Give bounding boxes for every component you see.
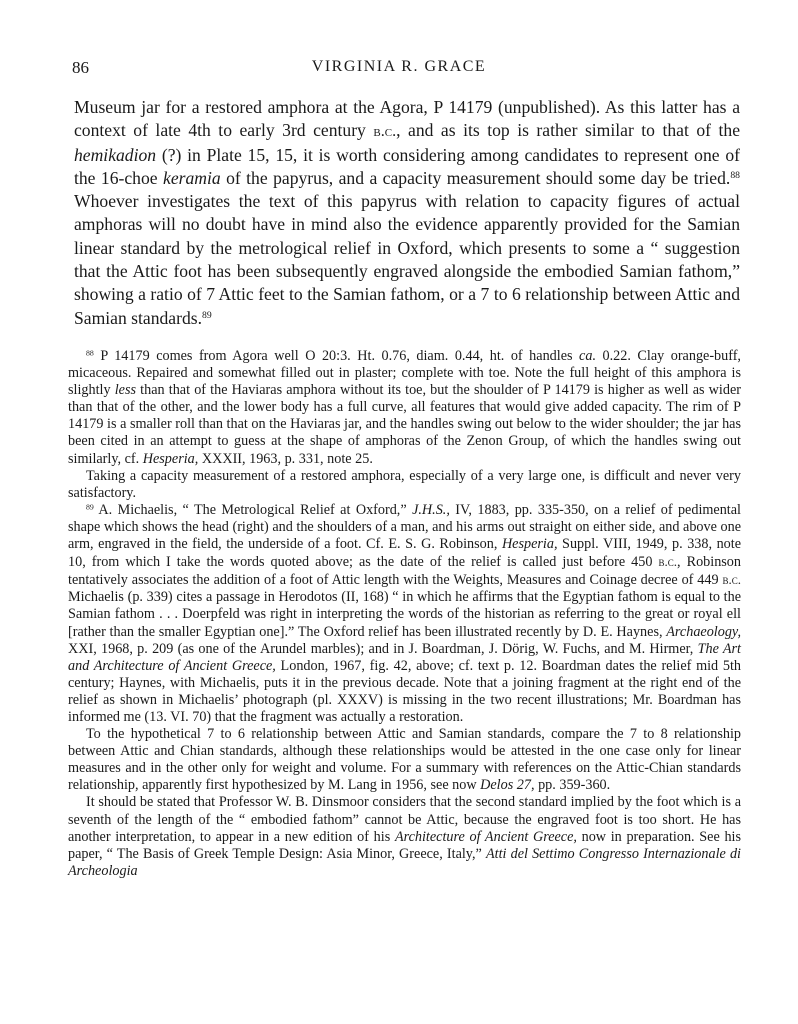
footnote-text: pp. 359-360. [534, 777, 611, 794]
footnote-italic: less [114, 382, 137, 399]
footnote-italic: ca. [579, 348, 596, 364]
footnote-89 [68, 502, 741, 726]
footnote-text: 0.22. Clay orange-buff, micaceous. Repaired and somewhat filled out in plaster; complete with toe. Note the full height of this amphora is slightly [68, 348, 741, 399]
footnote-number: 89 [86, 502, 94, 512]
footnote-italic: Architecture of Ancient Greece, [394, 828, 577, 845]
footnote-italic: The Art and Architecture of Ancient Greece, [68, 640, 741, 674]
footnote-text: Michaelis (p. 339) cites a passage in Herodotos (II, 168) “ in which he affirms that the Egyptian fathom is equal to the Samian fathom . . . Doerpfeld was right in interpreting the words of the historian as referring to the great or royal ell [rather than the smaller Egyptian one].” The Oxford relief has been illustrated recently by D. E. Haynes, [68, 589, 741, 640]
footnote-number: 88 [86, 348, 94, 358]
term-italic: hemikadion [74, 144, 157, 165]
footnote-text: now in preparation. See his paper, “ The Basis of Greek Temple Design: Asia Minor, Greece, Italy,” [68, 828, 742, 862]
footnote-89-paragraph [68, 726, 741, 794]
footnote-ref-89[interactable]: 89 [202, 309, 212, 321]
main-text-run: Museum jar for a restored amphora at the Agora, P 14179 (unpublished). As this latter has a context of late 4th to early 3rd century [74, 97, 740, 141]
era-abbreviation: b.c. [373, 122, 397, 141]
era-abbreviation: b.c. [722, 572, 741, 588]
main-text-run: (?) in Plate 15, 15, it is worth considering among candidates to represent one of the 16-choe [74, 144, 740, 188]
footnote-text: London, 1967, fig. 42, above; cf. text p. 12. Boardman dates the relief mid 5th century; Haynes, with Michaelis, puts it in the previous decade. Note that a joining fragment at the right end of the relief as shown in Michaelis’ photograph (pl. XXXV) is missing in the two recent illustrations; Mr. Boardman has informed me (13. VI. 70) that the fragment was actually a restoration. [68, 657, 742, 725]
footnote-italic: J.H.S., [412, 501, 450, 518]
main-text [74, 96, 740, 330]
footnote-88-paragraph: Taking a capacity measurement of a restored amphora, especially of a very large one, is difficult and never very satisfactory. [68, 467, 741, 501]
footnotes [68, 348, 741, 880]
footnote-text: A. Michaelis, “ The Metrological Relief at Oxford,” [93, 501, 413, 518]
footnote-text: It should be stated that Professor W. B. Dinsmoor considers that the second standard implied by the foot which is a seventh of the length of the “ embodied fathom” cannot be Attic, because the engraved foot is too short. He has another interpretation, to appear in a new edition of his [68, 794, 741, 845]
footnote-text: XXXII, 1963, p. 331, note 25. [198, 450, 373, 467]
footnote-italic: Hesperia, [142, 450, 199, 467]
main-text-run: of the papyrus, and a capacity measurement should some day be tried. [220, 167, 731, 188]
footnote-text: Suppl. VIII, 1949, p. 338, note 10, from which I take the words quoted above; as the date of the relief is called just before 450 [68, 536, 742, 571]
main-text-run: , and as its top is rather similar to that of the [396, 120, 741, 141]
main-paragraph [74, 96, 740, 330]
footnote-italic: Hesperia, [501, 536, 558, 553]
footnote-ref-88[interactable]: 88 [730, 170, 740, 182]
page-number: 86 [72, 58, 89, 77]
footnote-text: To the hypothetical 7 to 6 relationship between Attic and Samian standards, compare the 7 to 8 relationship between Attic and Chian standards, although these relationships would be attested in the one case only for linear measures and in the other only for weight and volume. For a summary with references on the Attic-Chian standards relationship, apparently first hypothesized by M. Lang in 1956, see now [68, 726, 741, 794]
footnote-text: IV, 1883, pp. 335-350, on a relief of pedimental shape which shows the head (right) and the shoulders of a man, and his arms out straight on either side, and above one arm, engraved in the field, the underside of a foot. Cf. E. S. G. Robinson, [68, 501, 741, 553]
footnote-italic: Delos 27, [480, 777, 535, 794]
footnote-italic: Atti del Settimo Congresso Internazionale di Archeologia [68, 845, 741, 879]
footnote-text: P 14179 comes from Agora well O 20:3. Ht. 0.76, diam. 0.44, ht. of handles [93, 348, 580, 364]
footnote-text: than that of the Haviaras amphora without its toe, but the shoulder of P 14179 is higher as well as wider than that of the other, and the lower body has a full curve, all features that would give added capacity. The rim of P 14179 is a smaller roll than that on the Haviaras jar, and the handles swing out below to the wider shoulder; the jar has been cited in an attempt to guess at the shape of amphoras of the Zenon Group, of which the handles swing out similarly, cf. [68, 382, 741, 467]
footnote-text: , Robinson tentatively associates the addition of a foot of Attic length with the Weights, Measures and Coinage decree of 449 [68, 554, 741, 589]
era-abbreviation: b.c. [658, 554, 678, 570]
footnote-88 [68, 348, 741, 468]
main-text-run: Whoever investigates the text of this papyrus with relation to capacity figures of actual amphoras will no doubt have in mind also the evidence apparently provided for the Samian linear standard by the metrological relief in Oxford, which presents to some a “ suggestion that the Attic foot has been subsequently engraved alongside the embodied Samian fathom,” showing a ratio of 7 Attic feet to the Samian fathom, or a 7 to 6 relationship between Attic and Samian standards. [74, 191, 740, 328]
footnote-text: XXI, 1968, p. 209 (as one of the Arundel marbles); and in J. Boardman, J. Dörig, W. Fuchs, and M. Hirmer, [68, 640, 698, 657]
term-italic: keramia [163, 167, 221, 188]
footnote-89-paragraph [68, 794, 741, 879]
running-title: VIRGINIA R. GRACE [311, 58, 487, 75]
footnote-italic: Archaeology, [666, 623, 741, 640]
running-header [0, 58, 798, 80]
